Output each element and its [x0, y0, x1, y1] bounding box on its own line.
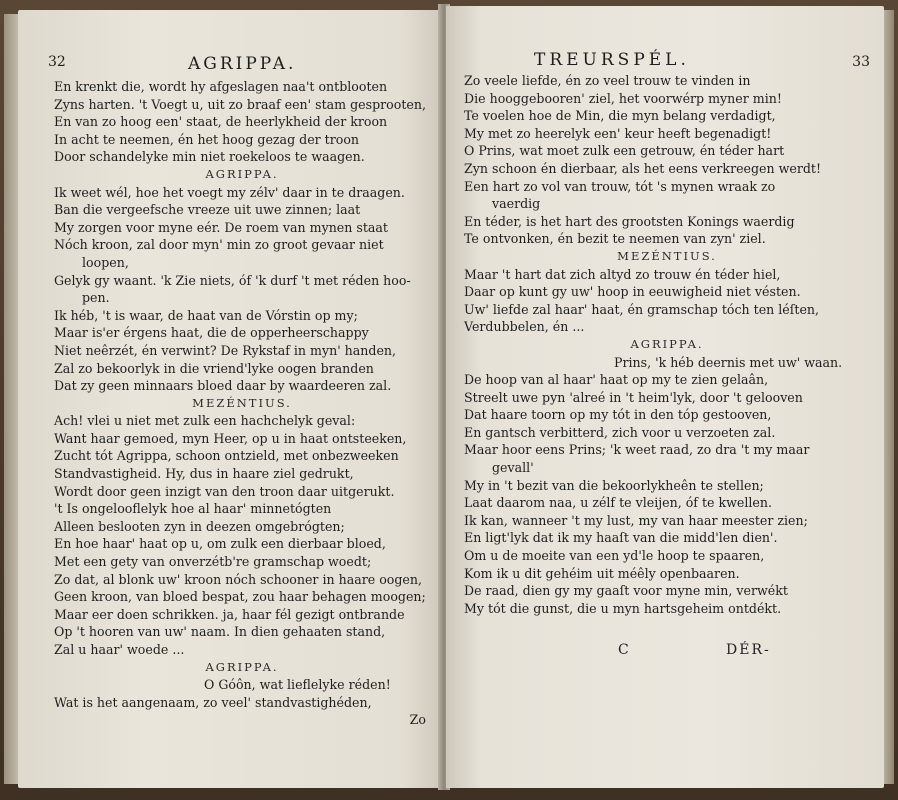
verse-line: En téder, is het hart des grootsten Konings waerdig — [464, 213, 795, 229]
verse-line: Zyns harten. 't Voegt u, uit zo braaf een' stam gesprooten, — [54, 96, 426, 112]
speaker-name: MEZÉNTIUS. — [192, 395, 292, 410]
verse-line: Zyn schoon én dierbaar, als het eens verkreegen werdt! — [464, 160, 822, 176]
verse-line: En gantsch verbitterd, zich voor u verzoeten zal. — [464, 424, 776, 440]
verse-line: De raad, dien gy my gaaſt voor myne min, verwékt — [464, 583, 788, 599]
verse-line: Een hart zo vol van trouw, tót 's mynen wraak zo — [464, 178, 776, 194]
verse-line: vaerdig — [492, 196, 541, 212]
verse-line: gevall' — [492, 460, 534, 476]
verse-line: Ik héb, 't is waar, de haat van de Vórstin op my; — [54, 307, 358, 323]
verse-line: Prins, 'k héb deernis met uw' waan. — [614, 354, 843, 370]
verse-line: 't Is ongelooflelyk hoe al haar' minnetógten — [54, 501, 332, 517]
verse-line: Niet neêrzét, én verwint? De Rykstaf in myn' handen, — [54, 342, 397, 358]
right-text-block — [464, 72, 870, 617]
verse-line: En krenkt die, wordt hy afgeslagen naa't ontblooten — [54, 79, 388, 94]
verse-line: Dat zy geen minnaars bloed daar by waardeeren zal. — [54, 378, 392, 394]
verse-line: Maar is'er érgens haat, die de opperheerschappy — [54, 325, 369, 341]
verse-line: loopen, — [82, 254, 129, 270]
speaker-name: MEZÉNTIUS. — [617, 248, 717, 263]
verse-line: Ach! vlei u niet met zulk een hachchelyk geval: — [54, 413, 356, 429]
verse-line: Verdubbelen, én ... — [464, 319, 585, 335]
right-catchword: DÉR- — [726, 642, 771, 658]
verse-line: Op 't hooren van uw' naam. In dien gehaaten stand, — [54, 624, 386, 640]
verse-line: pen. — [82, 290, 110, 306]
verse-line: Want haar gemoed, myn Heer, op u in haat ontsteeken, — [54, 430, 407, 446]
left-running-title: AGRIPPA. — [188, 54, 297, 74]
right-page — [446, 6, 884, 788]
verse-line: My zorgen voor myne eér. De roem van mynen staat — [54, 219, 388, 235]
verse-line: My tót die gunst, die u myn hartsgeheim ontdékt. — [464, 600, 782, 616]
verse-line: Zal zo bekoorlyk in die vriend'lyke oogen branden — [54, 360, 374, 376]
verse-line: Maar hoor eens Prins; 'k weet raad, zo dra 't my maar — [464, 442, 810, 458]
verse-line: Gelyk gy waant. 'k Zie niets, óf 'k durf 't met réden hoo- — [54, 272, 411, 288]
verse-line: Dat haare toorn op my tót in den tóp gestooven, — [464, 407, 772, 423]
verse-line: Zal u haar' woede ... — [54, 642, 185, 657]
verse-line: Geen kroon, van bloed bespat, zou haar behagen moogen; — [54, 589, 426, 605]
verse-line: En hoe haar' haat op u, om zulk een dierbaar bloed, — [54, 536, 386, 552]
speaker-name: AGRIPPA. — [205, 659, 279, 674]
speaker-name: AGRIPPA. — [205, 166, 279, 181]
verse-line: Maar 't hart dat zich altyd zo trouw én téder hiel, — [464, 266, 781, 282]
verse-line: Laat daarom naa, u zélf te vleijen, óf te kwellen. — [464, 495, 772, 511]
verse-line: My in 't bezit van die bekoorlykheên te stellen; — [464, 477, 764, 493]
verse-line: Met een gety van onverzétb're gramschap woedt; — [54, 554, 372, 570]
right-running-title: TREURSPÉL. — [534, 50, 690, 70]
verse-line: Ik kan, wanneer 't my lust, my van haar meester zien; — [464, 512, 808, 528]
verse-line: En van zo hoog een' staat, de heerlykheid der kroon — [54, 114, 388, 130]
verse-line: Wordt door geen inzigt van den troon daar uitgerukt. — [54, 483, 395, 499]
verse-line: Wat is het aangenaam, zo veel' standvastighéden, — [54, 694, 372, 710]
verse-line: Maar eer doen schrikken. ja, haar fél gezigt ontbrande — [54, 606, 405, 622]
verse-line: Door schandelyke min niet roekeloos te waagen. — [54, 149, 365, 165]
verse-line: O Góôn, wat lieflelyke réden! — [204, 677, 391, 693]
right-page-number: 33 — [852, 54, 870, 70]
verse-line: In acht te neemen, én het hoog gezag der troon — [54, 131, 360, 147]
speaker-name: AGRIPPA. — [630, 336, 704, 351]
left-page — [18, 10, 442, 788]
verse-line: Zucht tót Agrippa, schoon ontzield, met onbezweeken — [54, 448, 399, 464]
verse-line: Zo dat, al blonk uw' kroon nóch schooner in haare oogen, — [54, 571, 422, 587]
verse-line: Te ontvonken, én bezit te neemen van zyn' ziel. — [464, 231, 766, 247]
verse-line: Ik weet wél, hoe het voegt my zélv' daar in te draagen. — [54, 184, 405, 200]
verse-line: Alleen beslooten zyn in deezen omgebrógten; — [54, 518, 345, 534]
left-text-block — [54, 78, 430, 711]
verse-line: Zo veele liefde, én zo veel trouw te vinden in — [464, 73, 751, 88]
verse-line: Ban die vergeefsche vreeze uit uwe zinnen; laat — [54, 202, 361, 218]
verse-line: O Prins, wat moet zulk een getrouw, én téder hart — [464, 143, 785, 159]
verse-line: En ligt'lyk dat ik my haaſt van die midd'len dien'. — [464, 530, 778, 546]
verse-line: Uw' liefde zal haar' haat, én gramschap tóch ten léſten, — [464, 301, 820, 317]
verse-line: Standvastigheid. Hy, dus in haare ziel gedrukt, — [54, 466, 354, 482]
signature-mark: C — [618, 642, 631, 658]
verse-line: De hoop van al haar' haat op my te zien gelaân, — [464, 372, 769, 388]
verse-line: Te voelen hoe de Min, die myn belang verdadigt, — [464, 108, 776, 124]
verse-line: Kom ik u dit gehéim uit méêly openbaaren. — [464, 565, 740, 581]
left-catchword: Zo — [409, 712, 426, 728]
verse-line: Streelt uwe pyn 'alreé in 't heim'lyk, door 't gelooven — [464, 389, 803, 405]
verse-line: Om u de moeite van een yd'le hoop te spaaren, — [464, 548, 765, 564]
left-page-number: 32 — [48, 54, 66, 70]
verse-line: Nóch kroon, zal door myn' min zo groot gevaar niet — [54, 237, 384, 253]
verse-line: My met zo heerelyk een' keur heeft begenadigt! — [464, 125, 772, 141]
verse-line: Daar op kunt gy uw' hoop in eeuwigheid niet vésten. — [464, 284, 801, 300]
verse-line: Die hooggebooren' ziel, het voorwérp myner min! — [464, 90, 782, 106]
